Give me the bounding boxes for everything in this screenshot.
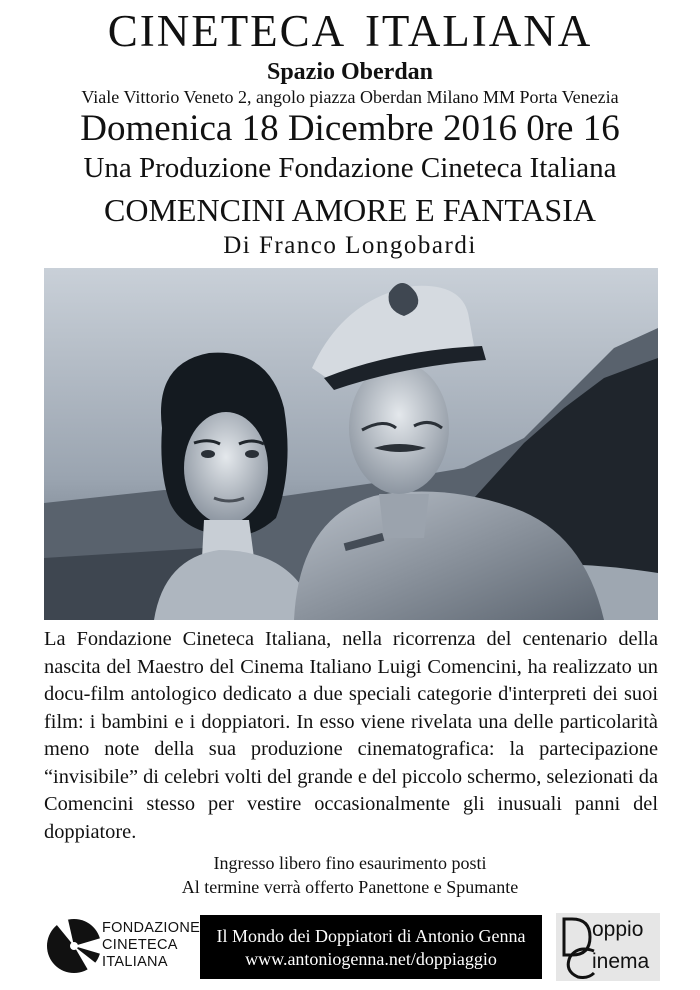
fondazione-logo-text (102, 920, 200, 971)
film-reel-icon (44, 916, 104, 976)
production-credit: Una Produzione Fondazione Cineteca Italiana (83, 152, 617, 184)
doppio-cinema-logo (556, 913, 660, 981)
fondazione-line-1: FONDAZIONE (102, 920, 201, 936)
doppiatori-banner (200, 915, 542, 979)
film-title: COMENCINI AMORE E FANTASIA (104, 192, 596, 228)
free-entry-note: Ingresso libero fino esaurimento posti (213, 853, 487, 873)
cinema-word: inema (592, 950, 650, 973)
fondazione-line-2: CINETECA (102, 937, 178, 953)
film-still-photo (44, 268, 658, 620)
fondazione-cineteca-logo (44, 916, 204, 976)
refreshment-note: Al termine verrà offerto Panettone e Spumante (181, 877, 519, 897)
venue-address: Viale Vittorio Veneto 2, angolo piazza Oberdan Milano MM Porta Venezia (81, 87, 619, 107)
film-still-illustration (44, 268, 658, 620)
venue-name: Spazio Oberdan (266, 59, 434, 85)
org-title: CINETECA ITALIANA (107, 6, 593, 56)
doppiatori-banner-url[interactable]: www.antoniogenna.net/doppiaggio (245, 949, 497, 969)
event-description: La Fondazione Cineteca Italiana, nella ricorrenza del centenario della nascita del Maestro del Cinema Italiano Luigi Comencini, ha realizzato un docu-film antologico dedicato a due speciali categorie d'interpreti dei suoi film: i bambini e i doppiatori. In esso viene rivelata una delle particolarità meno note della sua produzione cinematografica: la partecipazione “invisibile” di celebri volti del grande e del piccolo schermo, selezionati da Comencini stesso per vestire occasionalmente gli inusuali panni del doppiatore. (44, 628, 658, 843)
doppiatori-banner-title: Il Mondo dei Doppiatori di Antonio Genna (216, 926, 526, 946)
film-author: Di Franco Longobardi (223, 232, 477, 259)
doppio-word: oppio (592, 918, 644, 941)
event-date: Domenica 18 Dicembre 2016 0re 16 (80, 108, 620, 149)
fondazione-line-3: ITALIANA (102, 954, 168, 970)
